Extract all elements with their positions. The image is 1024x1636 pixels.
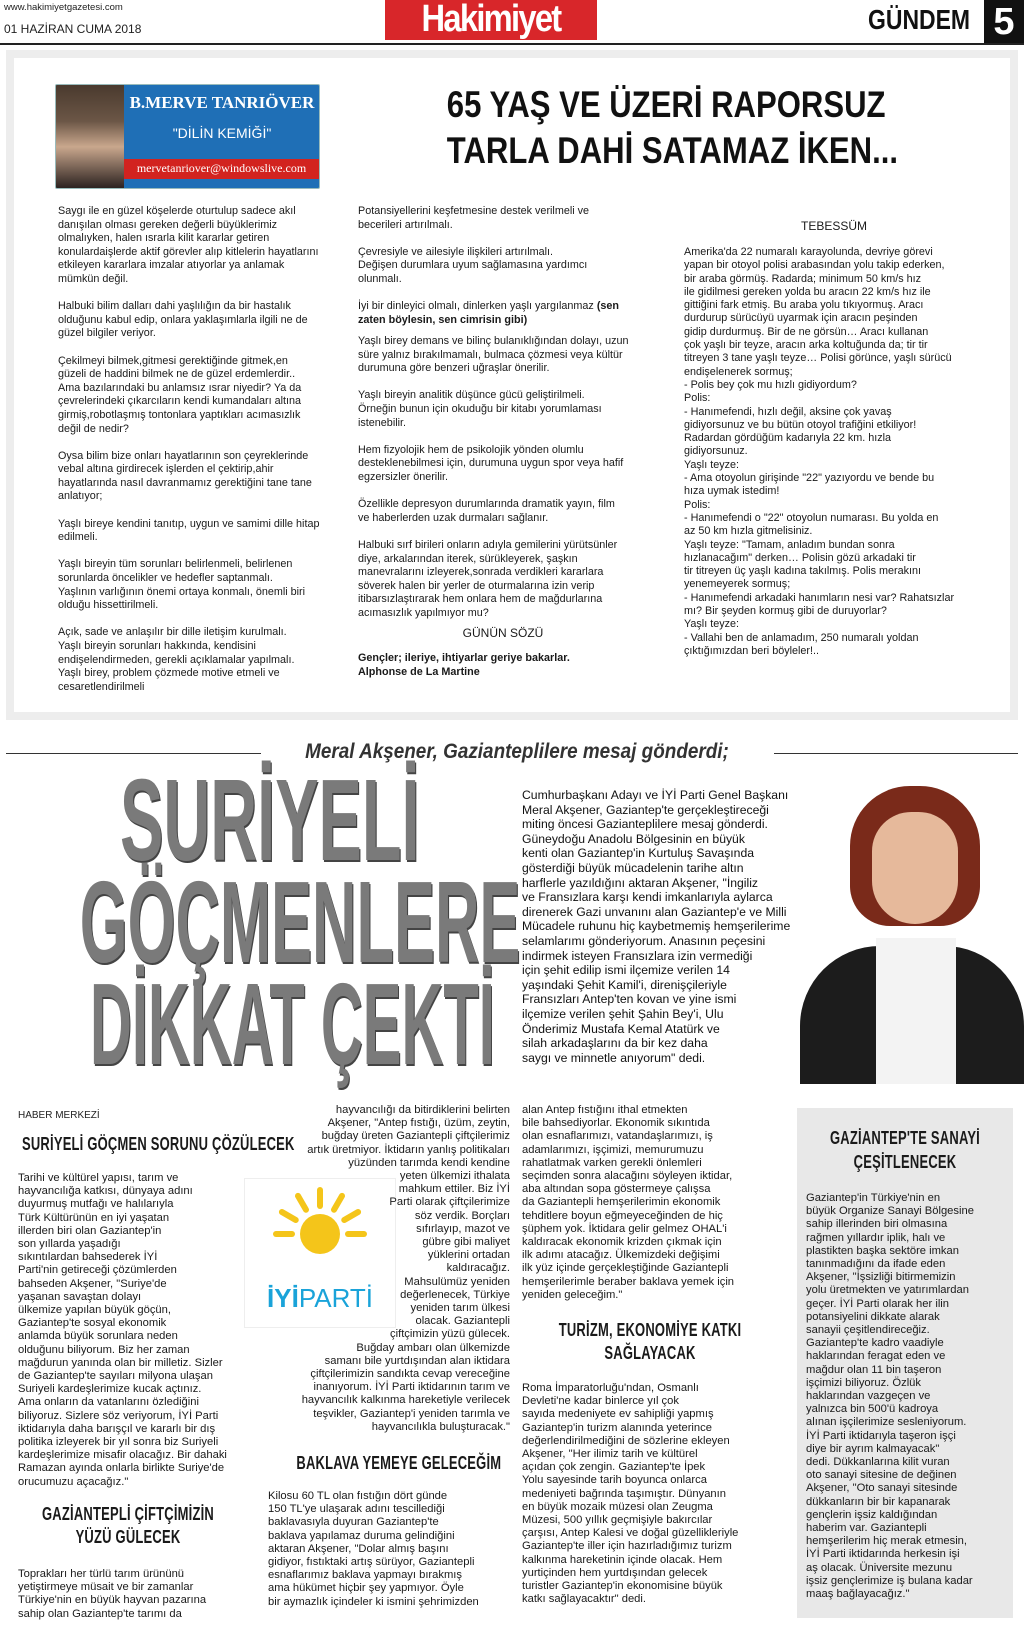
subhead-2a: GAZİANTEPLİ ÇİFTÇİMİZİN [41,1504,214,1524]
subhead-4b: SAĞLAYACAK [604,1343,696,1363]
logo-text-parti: PARTİ [298,1283,373,1313]
news-col-1: Tarihi ve kültürel yapısı, tarım ve hayvancılığa katkısı, dünyaya adını duyurmuş mutfağı ve halılarıyla Türk Kültürünün en iyi yaşatan illerden biri olan Gaziantep'in son yıllarda yaşadığı sıkıntılardan bahsederek İYİ Parti'nin getireceği çözümlerden bahseden Akşener, "Suriye'de yaşanan savaştan dolayı ülkemize yapılan büyük göçün, Gaziantep'te sosyal ekonomik anlamda büyük sorunlara neden olduğunu biliyorum. Biz her zaman mağdurun yanında olan bir milletiz. Sizler de Gaziantep'te sayıları milyona ulaşan Suriyeli kardeşlerimize kucak açtınız. Ama onların da vatanlarını özlediğini biliyoruz. Sizlere söz veriyorum, İYİ Parti iktidarıyla daha barışçıl ve kararlı bir dış politika izleyerek bir yıl sonra biz Suriyeli kardeşlerimize misafir olacağız. Bir dahaki Ramazan ayında onlarla birlikte Suriye'de orucumuzu açacağız." [18,1172,227,1488]
photo-face [872,812,958,924]
quote-text: Gençler; ileriye, ihtiyarlar geriye bakarlar. Alphonse de La Martine [358,652,570,678]
news-col-3b: Roma İmparatorluğu'ndan, Osmanlı Devleti'ne kadar binlerce yıl çok sayıda medeniyete ev sahipliği yapmış Gaziantep'in turizm alanında yeterince değerlendirilmediğini de sözlerine ekleyen Akşener, "Her ilimiz tarih ve kültürel açıdan çok zengin. Gaziantep'te İpek Yolu sayesinde tarih boyunca onlarca medeniyeti bağrında taşımıştır. Dünyanın en büyük mozaik müzesi olan Zeugma Müzesi, 500 yıllık geçmişiyle bakırcılar çarşısı, Antep Kalesi ve doğal güzellikleriyle Gaziantep'te iller için hazırladığımız turizm kalkınma hareketinin içinde olacak. Hem yurtiçinden hem yurtdışından gelecek turistler Gaziantep'in ekonomisine büyük katkı sağlayacaktır" dedi. [522,1382,739,1606]
news-col-1b: Toprakları her türlü tarım ürününü yetiştirmeye müsait ve bir zamanlar Türkiye'nin en büyük hayvan pazarına sahip olan Gaziantep'te tarımı da [18,1568,207,1620]
column-headline-2: TARLA DAHİ SATAMAZ İKEN... [446,130,898,171]
author-photo [56,85,124,188]
subhead-2b: YÜZÜ GÜLECEK [75,1527,181,1547]
news-col-2: hayvancılığı da bitirdiklerini belirten Akşener, "Antep fıstığı, üzüm, zeytin, buğday üreten Gaziantepli çiftçilerimiz artık üretmiyor. İktidarın yanlış politikaları yüzünden tarımda kendi kendine yeten ülkemizi ithalata mahkum ettiler. Biz İYİ Parti olarak çiftçilerimize söz verdik. Borçları sıfırlayıp, mazot ve gübre gibi maliyet yüklerini ortadan kaldıracağız. Mahsulümüz yeniden değerlenecek, Türkiye yeniden tarım ülkesi olacak. Gaziantepli çiftçimizin yüzü gülecek. Buğday ambarı olan ülkemizde samanı bile yurtdışından alan iktidara çiftçilerimizin sandıkta cevap vereceğine inanıyorum. İYİ Parti iktidarının tarım ve hayvancılık kalkınma hareketiyle verilecek teşvikler, Gaziantep'i yeniden tarımla ve hayvancılıkla buluşturacak." [301,1104,510,1433]
author-name: B.MERVE TANRIÖVER [129,93,315,112]
author-card [55,84,320,189]
masthead-logo-text: Hakimiyet [421,0,561,40]
quote-title: GÜNÜN SÖZÜ [462,626,544,640]
author-email: mervetanriover@windowslive.com [136,161,307,175]
header-url: www.hakimiyetgazetesi.com [4,2,123,13]
sidebar-text: Gaziantep'in Türkiye'nin en büyük Organize Sanayi Bölgesine sahip illerinden biri olmasına rağmen yıllardır iplik, halı ve plastikten başka sektöre imkan tanınmadığını da ifade eden Akşener, "İşsizliği bitirmemizin yolu üretmekten ve yatırımlardan geçer. İYİ Parti olarak her ilin potansiyelini dikkate alarak sanayii çeşitlendireceğiz. Gaziantep'te kadro vaadiyle haklarından feragat eden ve mağdur olan 11 bin taşeron işçimizi biliyoruz. Özlük haklarından vazgeçen ve yalnızca bin 500'ü kadroya alınan işçilerimize sesleniyorum. İYİ Parti iktidarıyla taşeron işçi diye bir ayrım kalmayacak" dedi. Dükkanlarına kilit vuran oto sanayi sitesine de değinen Akşener, "Oto sanayi sitesinde dükkanların bir bir kapanarak gençlerin işsiz kaldığından haberim var. Gaziantepli hemşerilerim hiç merak etmesin, İYİ Parti iktidarında herkesin işi aş olacak. Üniversite mezunu işsiz gençlerimize iş bulana kadar maaş bağlayacağız." [806,1192,974,1601]
column-headline-1: 65 YAŞ VE ÜZERİ RAPORSUZ [446,84,886,125]
column-text-2b: Yaşlı birey demans ve bilinç bulanıklığından dolayı, uzun süre yalnız bırakılmamalı, bulmaca çözmesi veya kültür durumuna göre benzeri uğraşlar önerilir. Yaşlı bireyin analitik düşünce gücü geliştirilmeli. Örneğin bunun için okuduğu bir kitabı yorumlaması istenebilir. Hem fizyolojik hem de psikolojik yönden olumlu desteklenebilmesi için, durumuna uygun spor veya hafif egzersizler önerilir. Özellikle depresyon durumlarında dramatik yayın, film ve haberlerden uzak durmaları sağlanır. Halbuki sırf birileri onların adıyla gemilerini yürütsünler diye, arkalarından iterek, sürükleyerek, şaşkın manevralarını izleyerek,sonrada verdikleri kararlara söverek halen bir yerler de oturmalarına izin verip itibarsızlaştırarak hem onlara hem de mağdurlarına acımasızlık yapılmıyor mu? [358,335,629,619]
news-kicker: Meral Akşener, Gaziantеplilere mesaj gönderdi; [305,740,729,763]
news-col-3: alan Antep fıstığını ithal etmekten bile bahsediyorlar. Ekonomik sıkıntıda olan esnaflarımızı, vatandaşlarımızı, iş adamlarımızı, işçimizi, memurumuzu rahatlatmak varken gerekli önlemleri seçimden sonra alacağını söyleyen iktidar, aba altından sopa göstermeye çalışsa da Gaziantepli hemşerilerimin ekonomik tehditlere boyun eğmeyeceğinden de hiç şüphem yok. İktidara gelir gelmez OHAL'i kaldıracak ekonomik krizden çıkmak için ilk adımı atacağız. Ülkemizdeki değişimi ilk yüz içinde gerçekleştiğinde Gaziantepli hemşerilerimle beraber baklava yemek için yeniden geleceğim." [522,1104,735,1301]
kicker-rule-right [774,753,1018,754]
page-number: 5 [993,1,1015,43]
lead-text: Cumhurbaşkanı Adayı ve İYİ Parti Genel Başkanı Meral Akşener, Gaziantep'te gerçekleştireceği miting öncesi Gaziantеplilere mesaj gönderdi. Güneydoğu Anadolu Bölgesinin en büyük kenti olan Gaziantep'in Kurtuluş Savaşında gösterdiği büyük mücadelenin tarihe altın harflerle yazıldığını aktaran Akşener, "İngiliz ve Fransızlara karşı kendi imkanlarıyla aylarca direnerek Gazi unvanını alan Gaziantep'e ve Milli Mücadele ruhunu hiç kaybetmemiş hemşerilerime selamlarımı gönderiyorum. Anasının peçesini indirmek isteyen Fransızlara izin vermediği için şehit edilip ismi ilçemize verilen 14 yaşındaki Şehit Kamil'i, direnişçileriyle Fransızları Antep'ten kovan ve yine ismi ilçemize verilen şehit Şahin Bey'i, Ulu Önderimiz Mustafa Kemal Atatürk ve silah arkadaşlarını da bir kez daha saygı ve minnetle anıyorum" dedi. [522,788,791,1065]
kicker-rule-left [6,753,261,754]
headline-3: DİKKAT ÇEKTİ [90,959,495,1089]
headline-2: GÖÇMENLERE [79,857,521,987]
column-text-2-bold: (sen zaten böylesin, sen cimrisin gibi) [358,300,620,326]
news-col-2b: Kilosu 60 TL olan fıstığın dört günde 150 TL'ye ulaşarak adını tescillediği baklavasıyla duyuran Gaziantep'te baklava yapılamaz duruma gelindiğini aktaran Akşener, "Dolar almış başını gidiyor, fıstıktaki artış sürüyor, Gaziantepli esnaflarımız baklava yapmayı bırakmış ama hükümet hiçbir şey yapmıyor. Öyle bir aymazlık içindeler ki ismini şehrimizden [268,1490,479,1608]
subhead-1: SURİYELİ GÖÇMEN SORUNU ÇÖZÜLECEK [21,1134,295,1154]
header-rule [0,43,1024,45]
column-text-1: Saygı ile en güzel köşelerde oturtulup sadece akıl danışılan olması gereken değerli büyüklerimiz olmalıyken, halen ısrarla kilit kararlar getiren konulardaişlerde aktif görevler alıp kitlelerin hayatlarını etkileyen kararlara imzalar atıyorlar ya anlamak mümkün değil. Halbuki bilim dalları dahi yaşlılığın da bir hastalık olduğunu kabul edip, onlara yaklaşımlarla ilgili ne de güzel bilgiler veriyor. Çekilmeyi bilmek,gitmesi gerektiğinde gitmek,en güzeli de haddini bilmek ne de güzel erdemlerdir.. Ama bazılarındaki bu anlamsız ısrar niyedir? Ya da çevrelerindeki çıkarcıların kendi kumandaları altına girmiş,robotlaşmış tontonlara yaptıkları acımasızlık değil de nedir? Oysa bilim bize onları hayatlarının son çeyreklerinde vebal altına girdirecek işlerden el çektirip,ahir hayatlarında nasıl davranmamız gerektiğini tane tane anlatıyor; Yaşlı bireye kendini tanıtıp, uygun ve samimi dille hitap edilmeli. Yaşlı bireyin tüm sorunları belirlenmeli, belirlenen sorunlarda öncelikler ve hedefler saptanmalı. Yaşlının varlığının önemi ortaya konmalı, önemli biri olduğu hissettirilmeli. Açık, sade ve anlaşılır bir dille iletişim kurulmalı. Yaşlı bireyin sorunları hakkında, kendisini endişelendirmeden, gerekli açıklamalar yapılmalı. Yaşlı birey, problem çözmede motive etmeli ve cesaretlendirilmeli [58,205,320,693]
column-name: "DİLİN KEMİĞİ" [172,125,272,141]
sidebar-title-1: GAZİANTEP'TE SANAYİ [829,1128,981,1148]
tebessum-title: TEBESSÜM [800,219,867,233]
byline: HABER MERKEZİ [18,1110,100,1121]
subhead-3: BAKLAVA YEMEYE GELECEĞİM [296,1453,502,1473]
section-title: GÜNDEM [868,4,971,35]
logo-text-iyi: İYİ [267,1283,299,1313]
subhead-4a: TURİZM, EKONOMİYE KATKI [558,1320,742,1340]
sidebar-title-2: ÇEŞİTLENECEK [853,1152,957,1172]
tebessum-text: Amerika'da 22 numaralı karayolunda, devriye görevi yapan bir otoyol polisi arabasından yolu takip ederken, bir araba görmüş. Radarda; minimum 50 km/s hız ile gidilmesi gereken yolda bu aracın 22 km/s hız ile gittiğini fark etmiş. Bu araba yolu tıkıyormuş. Aracı durdurup sürücüyü uyarmak için aracın peşinden gidip durdurmuş. Bir de ne görsün… Aracı kullanan çok yaşlı bir teyze, aracın arka koltuğunda da; tir tir titreyen 3 tane yaşlı teyze… Polisi görünce, yaşlı sürücü endişelenerek sormuş; - Polis bey çok mu hızlı gidiyordum? Polis: - Hanımefendi, hızlı değil, aksine çok yavaş gidiyorsunuz ve bu bütün otoyol trafiğini etkiliyor! Radardan gördüğüm kadarıyla 22 km. hızla gidiyorsunuz. Yaşlı teyze: - Ama otoyolun girişinde "22" yazıyordu ve bende bu hıza uymak istedim! Polis: - Hanımefendi o "22" otoyolun numarası. Bu yolda en az 50 km hızla gitmelisiniz. Yaşlı teyze: "Tamam, anladım bundan sonra hızlanacağım" derken… Polisin gözü arkadaki tir tir titreyen üç yaşlı kadına takılmış. Polis merakını yenemeyerek sormuş; - Hanımefendi arkadaki hanımların nesi var? Rahatsızlar mı? Bir şeyden kormuş gibi de duruyorlar? Yaşlı teyze: - Vallahi ben de anlamadım, 250 numaralı yoldan çıktığımızdan beri böyleler!.. [684,246,955,657]
headline-1: SURİYELİ [120,755,420,885]
column-text-2: Potansiyellerini keşfetmesine destek verilmeli ve becerileri artırılmalı. Çevresiyle ve ailesiyle ilişkileri artırılmalı. Değişen durumlara uyum sağlamasına yardımcı olunmalı. İyi bir dinleyici olmalı, dinlerken yaşlı yargılanmaz [358,205,594,313]
photo-collar [876,938,956,1084]
header-date: 01 HAZİRAN CUMA 2018 [4,22,142,36]
column-text-2-wrap [358,205,648,327]
aksener-photo [790,778,1024,1084]
